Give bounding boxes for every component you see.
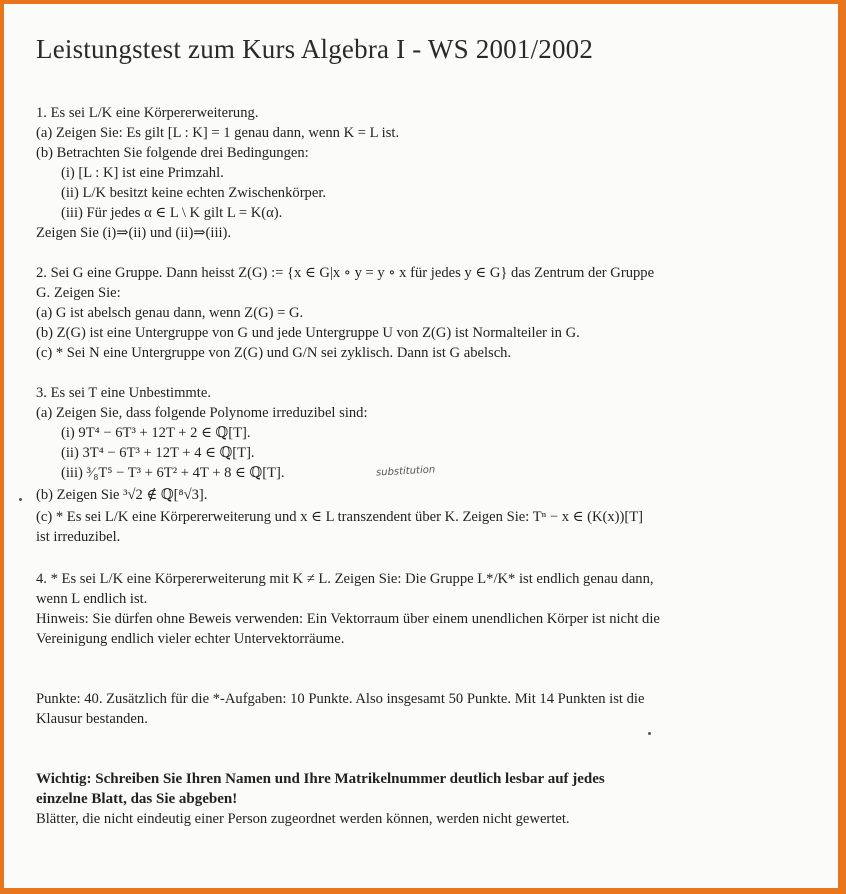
problem-3a-ii: (ii) 3T⁴ − 6T³ + 12T + 4 ∈ ℚ[T]. — [61, 445, 255, 461]
scan-speck — [19, 498, 22, 501]
problem-2c: (c) * Sei N eine Untergruppe von Z(G) und G/N sei zyklisch. Dann ist G abelsch. — [36, 345, 512, 361]
problem-2-cont: G. Zeigen Sie: — [36, 285, 121, 301]
exam-sheet — [4, 4, 838, 888]
problem-1a: (a) Zeigen Sie: Es gilt [L : K] = 1 genau dann, wenn K = L ist. — [36, 125, 400, 141]
problem-2a: (a) G ist abelsch genau dann, wenn Z(G) = G. — [36, 305, 304, 321]
problem-4-hint: Hinweis: Sie dürfen ohne Beweis verwenden: Ein Vektorraum über einem unendlichen Körper ist nicht die — [36, 611, 660, 627]
problem-3a-i: (i) 9T⁴ − 6T³ + 12T + 2 ∈ ℚ[T]. — [61, 425, 251, 441]
problem-1b-iii: (iii) Für jedes α ∈ L \ K gilt L = K(α). — [61, 205, 283, 221]
page-title: Leistungstest zum Kurs Algebra I - WS 2001/2002 — [36, 34, 594, 64]
problem-4-hint-cont: Vereinigung endlich vieler echter Untervektorräume. — [36, 631, 345, 647]
problem-2b: (b) Z(G) ist eine Untergruppe von G und jede Untergruppe U von Z(G) ist Normalteiler in G. — [36, 325, 580, 341]
points-info-cont: Klausur bestanden. — [36, 711, 148, 727]
problem-3c-cont: ist irreduzibel. — [36, 529, 121, 545]
problem-3a-iii: (iii) ³⁄₈T⁵ − T³ + 6T² + 4T + 8 ∈ ℚ[T]. — [61, 465, 285, 481]
points-info: Punkte: 40. Zusätzlich für die *-Aufgaben: 10 Punkte. Also insgesamt 50 Punkte. Mit 14 Punkten ist die — [36, 691, 645, 707]
problem-1b-i: (i) [L : K] ist eine Primzahl. — [61, 165, 224, 181]
footer-note: Blätter, die nicht eindeutig einer Person zugeordnet werden können, werden nicht gewertet. — [36, 811, 570, 827]
problem-1b: (b) Betrachten Sie folgende drei Bedingungen: — [36, 145, 309, 161]
scan-speck — [648, 732, 651, 735]
important-notice-cont: einzelne Blatt, das Sie abgeben! — [36, 791, 238, 807]
handwritten-note: substitution — [375, 464, 436, 479]
problem-4-heading: 4. * Es sei L/K eine Körpererweiterung mit K ≠ L. Zeigen Sie: Die Gruppe L*/K* ist endlich genau dann, — [36, 571, 654, 587]
problem-1b-ii: (ii) L/K besitzt keine echten Zwischenkörper. — [61, 185, 327, 201]
problem-1-task: Zeigen Sie (i)⇒(ii) und (ii)⇒(iii). — [36, 225, 232, 241]
problem-1-heading: 1. Es sei L/K eine Körpererweiterung. — [36, 105, 259, 121]
problem-4-cont: wenn L endlich ist. — [36, 591, 148, 607]
important-notice: Wichtig: Schreiben Sie Ihren Namen und Ihre Matrikelnummer deutlich lesbar auf jedes — [36, 771, 605, 787]
problem-3c: (c) * Es sei L/K eine Körpererweiterung und x ∈ L transzendent über K. Zeigen Sie: Tⁿ − x ∈ (K(x))[T] — [36, 509, 644, 525]
problem-2-heading: 2. Sei G eine Gruppe. Dann heisst Z(G) := {x ∈ G|x ∘ y = y ∘ x für jedes y ∈ G} das Zentrum der Gruppe — [36, 265, 655, 281]
problem-3b: (b) Zeigen Sie ³√2 ∉ ℚ[⁸√3]. — [36, 487, 208, 503]
problem-3a: (a) Zeigen Sie, dass folgende Polynome irreduzibel sind: — [36, 405, 368, 421]
problem-3-heading: 3. Es sei T eine Unbestimmte. — [36, 385, 211, 401]
